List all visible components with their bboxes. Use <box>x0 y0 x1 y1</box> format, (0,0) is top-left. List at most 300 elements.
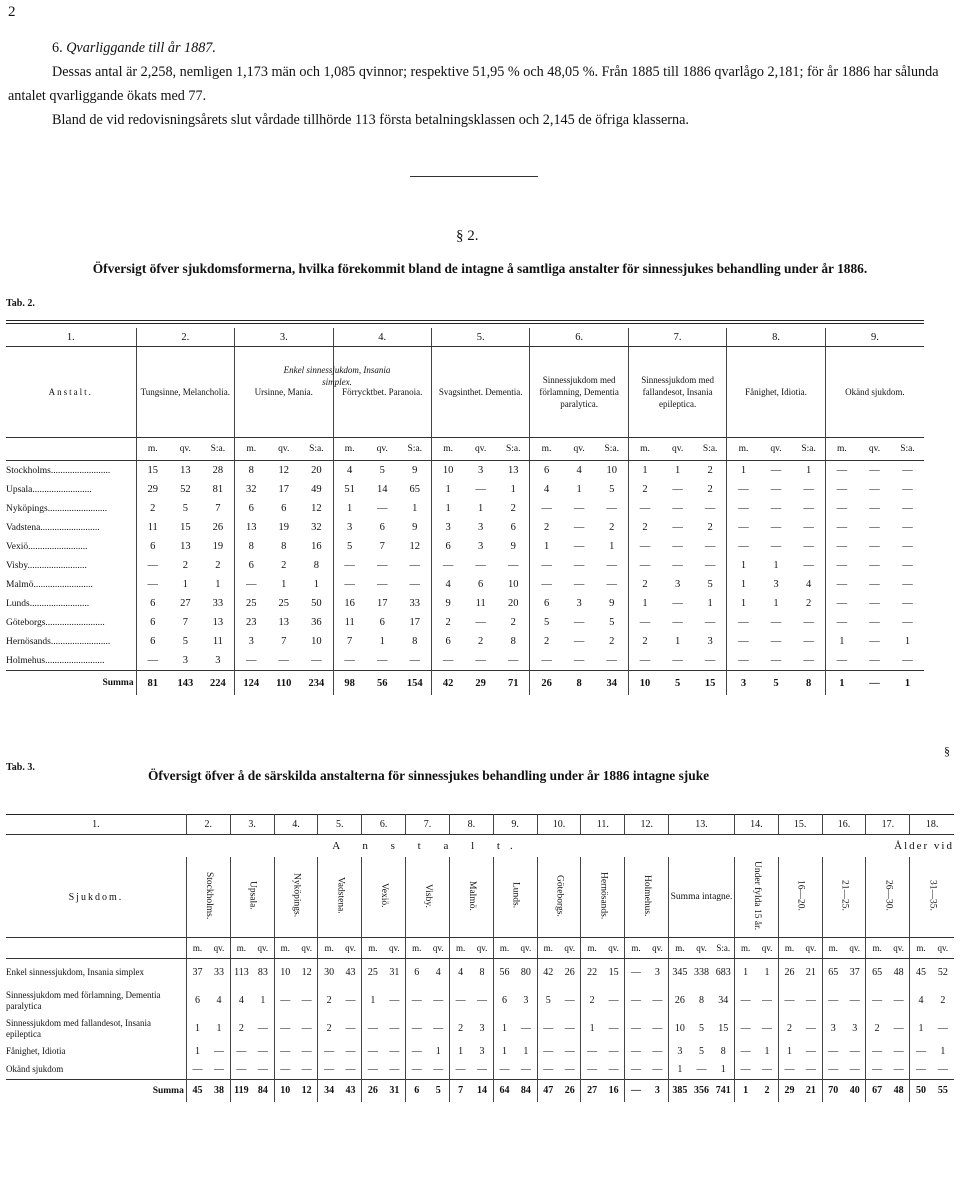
cell-value: — <box>727 632 760 651</box>
cell-value: 3 <box>215 655 221 666</box>
cell-value: 2 <box>707 522 713 533</box>
cell-value: 6 <box>136 537 169 556</box>
cell-value: — <box>696 1064 707 1075</box>
institution-header-label: Lunds. <box>510 882 521 909</box>
age-header-label: 16—20. <box>795 880 806 911</box>
cell-value: — <box>803 503 814 514</box>
cell-value: 1 <box>805 465 812 476</box>
cell-value: — <box>573 617 585 628</box>
age-header-label: 26—30. <box>883 880 894 911</box>
cell-value: — <box>475 655 486 666</box>
sub-header: m. <box>734 938 756 959</box>
cell-value: — <box>869 541 880 552</box>
sum-value: 48 <box>888 1079 910 1102</box>
cell-value: — <box>257 1064 268 1075</box>
cell-value: — <box>345 1046 356 1057</box>
tab3-title: Öfversigt öfver å de särskilda anstalterna för sinnessjukes behandling under år 1886 intagne sjuke <box>148 768 710 783</box>
sub-header: m. <box>581 938 603 959</box>
sum-value: 55 <box>932 1079 954 1102</box>
cell-value: — <box>608 995 619 1006</box>
cell-value: — <box>762 995 773 1006</box>
cell-value: 26 <box>778 959 800 987</box>
cell-value: 4 <box>230 987 252 1015</box>
cell-value: 8 <box>720 1046 726 1057</box>
cell-value: — <box>866 987 888 1015</box>
group-header-label: Sinnessjukdom med fallandesot, Insania epileptica. <box>641 375 714 409</box>
cell-value: 1 <box>216 1023 222 1034</box>
cell-value: 1 <box>720 1064 726 1075</box>
cell-value: 2 <box>805 598 812 609</box>
cell-value: 6 <box>478 579 484 590</box>
sum-value: 10 <box>274 1079 296 1102</box>
cell-value: — <box>235 575 268 594</box>
cell-value: — <box>825 518 858 537</box>
cell-value: — <box>433 1023 444 1034</box>
cell-value: — <box>652 1064 663 1075</box>
group-header-label: Ursinne, Mania. <box>254 387 313 397</box>
cell-value: — <box>230 1061 252 1080</box>
sub-header: qv. <box>888 938 910 959</box>
cell-value: 3 <box>773 579 779 590</box>
cell-value: 11 <box>212 636 223 647</box>
cell-value: 8 <box>479 967 485 979</box>
institution-name: Holmehus......................... <box>6 655 105 666</box>
cell-value: 12 <box>301 967 312 979</box>
sum-value: 124 <box>235 671 268 696</box>
cell-value: 5 <box>707 579 713 590</box>
cell-value: — <box>672 522 683 533</box>
institution-name: Stockholms......................... <box>6 465 111 476</box>
cell-value: — <box>376 560 388 571</box>
cell-value: 6 <box>431 632 464 651</box>
group-header-label: Fånighet, Idiotia. <box>745 387 807 397</box>
cell-value: — <box>625 1043 647 1061</box>
cell-value: 1 <box>412 503 418 514</box>
sub-header: qv. <box>471 938 493 959</box>
cell-value: — <box>564 1046 575 1057</box>
cell-value: — <box>822 1043 844 1061</box>
cell-value: — <box>778 1061 800 1080</box>
sub-header: m. <box>318 938 340 959</box>
cell-value: — <box>902 560 913 571</box>
cell-value: 2 <box>866 1015 888 1043</box>
cell-value: 15 <box>718 1023 729 1034</box>
cell-value: 6 <box>493 987 515 1015</box>
cell-value: 6 <box>186 987 208 1015</box>
cell-value: 31 <box>389 967 400 979</box>
cell-value: 5 <box>379 465 385 476</box>
cell-value: 4 <box>530 480 563 499</box>
sub-header: qv. <box>858 438 891 461</box>
alder-header: Ålder vid <box>894 840 954 852</box>
cell-value: — <box>727 499 760 518</box>
cell-value: — <box>230 1043 252 1061</box>
column-number: 4. <box>274 815 318 835</box>
cell-value: 19 <box>212 541 224 552</box>
sub-header: m. <box>910 938 932 959</box>
cell-value: — <box>625 1061 647 1080</box>
cell-value: 1 <box>435 1046 441 1057</box>
group-header <box>235 347 333 438</box>
sub-header: S:a. <box>399 438 432 461</box>
cell-value: 15 <box>136 461 169 481</box>
cell-value: 2 <box>628 632 661 651</box>
sum-value: 1 <box>734 1079 756 1102</box>
column-number: 10. <box>537 815 581 835</box>
institution-label: Vexiö <box>6 541 29 552</box>
column-number: 6. <box>530 328 628 347</box>
cell-value: 2 <box>510 503 516 514</box>
cell-value: — <box>734 987 756 1015</box>
cell-value: — <box>652 995 663 1006</box>
cell-value: — <box>537 1061 559 1080</box>
cell-value: 1 <box>281 579 287 590</box>
cell-value: — <box>573 541 585 552</box>
cell-value: 33 <box>409 598 421 609</box>
cell-value: 3 <box>523 995 529 1006</box>
cell-value: 9 <box>412 522 418 533</box>
sum-value: 29 <box>778 1079 800 1102</box>
sub-header: qv. <box>559 938 581 959</box>
cell-value: 6 <box>235 499 268 518</box>
cell-value: — <box>704 617 716 628</box>
institution-header-label: Hernösands. <box>598 871 609 920</box>
cell-value: 2 <box>778 1015 800 1043</box>
sum-value: 154 <box>399 671 432 696</box>
sub-header: S:a. <box>712 938 734 959</box>
sub-header: qv. <box>844 938 866 959</box>
cell-value: 1 <box>773 560 779 571</box>
section-2-symbol: § 2. <box>456 228 479 244</box>
column-number: 8. <box>449 815 493 835</box>
cell-value: — <box>822 987 844 1015</box>
cell-value: 5 <box>182 503 188 514</box>
cell-value: 1 <box>734 959 756 987</box>
cell-value: — <box>333 651 366 671</box>
cell-value: — <box>825 575 858 594</box>
tab2-title: Öfversigt öfver sjukdomsformerna, hvilka förekommit bland de intagne å samtliga anstalter för sinnessjukes behandling under år 1886. <box>92 261 868 276</box>
institution-name: Malmö......................... <box>6 579 93 590</box>
cell-value: — <box>431 556 464 575</box>
cell-value: 1 <box>333 499 366 518</box>
disease-name: Okänd sjukdom <box>6 1064 64 1074</box>
sum-value: 50 <box>910 1079 932 1102</box>
cell-value: — <box>902 598 913 609</box>
cell-value: 6 <box>379 522 385 533</box>
tab3-table <box>6 814 954 1102</box>
cell-value: — <box>770 503 782 514</box>
institution-label: Hernösands <box>6 636 51 647</box>
cell-value: — <box>318 1061 340 1080</box>
cell-value: — <box>520 1064 531 1075</box>
institution-header-label: Vexiö. <box>379 883 390 908</box>
cell-value: — <box>581 1043 603 1061</box>
cell-value: — <box>406 1061 428 1080</box>
cell-value: 5 <box>699 1023 705 1034</box>
cell-value: 23 <box>235 613 268 632</box>
tab3-subheader-row <box>6 938 954 959</box>
sum-value: 71 <box>497 671 530 696</box>
cell-value: — <box>866 1043 888 1061</box>
institution-header-label: Nyköpings. <box>291 873 302 918</box>
sum-value: 40 <box>844 1079 866 1102</box>
cell-value: — <box>803 560 814 571</box>
sum-value: 6 <box>406 1079 428 1102</box>
section-6-heading: Qvarliggande till år 1887. <box>66 40 216 56</box>
sum-value: 26 <box>559 1079 581 1102</box>
cell-value: — <box>136 651 169 671</box>
cell-value: — <box>803 484 814 495</box>
cell-value: — <box>652 1023 663 1034</box>
cell-value: — <box>866 1061 888 1080</box>
cell-value: 13 <box>278 617 290 628</box>
cell-value: 2 <box>230 1015 252 1043</box>
cell-value: 26 <box>669 987 691 1015</box>
sub-header: m. <box>333 438 366 461</box>
cell-value: — <box>910 1061 932 1080</box>
cell-value: 27 <box>180 598 191 609</box>
cell-value: 683 <box>715 967 731 979</box>
institution-label: Vadstena <box>6 522 41 533</box>
cell-value: 4 <box>435 967 441 979</box>
cell-value: — <box>902 617 913 628</box>
cell-value: 338 <box>694 967 710 979</box>
cell-value: 1 <box>825 632 858 651</box>
table-row <box>6 613 924 632</box>
cell-value: 13 <box>180 541 191 552</box>
cell-value: — <box>869 522 880 533</box>
sub-header: S:a. <box>596 438 629 461</box>
institution-label: Malmö <box>6 579 34 590</box>
sub-header: qv. <box>932 938 954 959</box>
cell-value: 1 <box>764 967 770 979</box>
sub-header: qv. <box>340 938 362 959</box>
cell-value: — <box>186 1061 208 1080</box>
cell-value: 7 <box>215 503 221 514</box>
cell-value: — <box>902 503 913 514</box>
cell-value: — <box>704 655 716 666</box>
cell-value: 21 <box>805 967 816 979</box>
cell-value: 1 <box>727 594 760 613</box>
institution-header <box>318 857 362 938</box>
cell-value: 9 <box>412 465 418 476</box>
cell-value: — <box>274 987 296 1015</box>
cell-value: — <box>625 959 647 987</box>
cell-value: 17 <box>278 484 290 495</box>
cell-value: — <box>849 995 860 1006</box>
table-row <box>6 594 924 613</box>
cell-value: 2 <box>136 499 169 518</box>
cell-value: — <box>869 617 880 628</box>
sum-value: 8 <box>563 671 596 696</box>
group-header-label: Okänd sjukdom. <box>845 387 905 397</box>
sum-value: 7 <box>449 1079 471 1102</box>
institution-name: Nyköpings......................... <box>6 503 108 514</box>
cell-value: 17 <box>409 617 421 628</box>
cell-value: — <box>770 522 782 533</box>
cell-value: — <box>311 655 322 666</box>
group-header <box>431 347 529 438</box>
cell-value: — <box>573 655 585 666</box>
cell-value: 52 <box>180 484 191 495</box>
sub-header: qv. <box>366 438 399 461</box>
cell-value: 12 <box>409 541 421 552</box>
cell-value: — <box>537 1015 559 1043</box>
cell-value: — <box>573 503 585 514</box>
cell-value: — <box>608 1046 619 1057</box>
cell-value: — <box>727 537 760 556</box>
institution-header <box>274 857 318 938</box>
section-6-paragraph-2: Bland de vid redovisningsårets slut vårdade tillhörde 113 första betalningsklassen och 2,145 de öfriga klasserna. <box>52 112 689 128</box>
age-header <box>734 857 778 938</box>
sub-header: S:a. <box>792 438 825 461</box>
cell-value: — <box>274 1043 296 1061</box>
cell-value: — <box>475 484 486 495</box>
cell-value: — <box>608 1023 619 1034</box>
cell-value: — <box>362 1015 384 1043</box>
sub-header: qv. <box>464 438 497 461</box>
cell-value: — <box>333 556 366 575</box>
cell-value: — <box>520 1023 531 1034</box>
cell-value: — <box>805 1023 816 1034</box>
cell-value: — <box>704 560 716 571</box>
sum-value: 26 <box>530 671 563 696</box>
page-number: 2 <box>8 4 16 20</box>
sjukdom-header: Sjukdom. <box>68 891 124 903</box>
age-header-label: 21—25. <box>839 880 850 911</box>
sub-header: qv. <box>515 938 537 959</box>
column-number: 9. <box>825 328 924 347</box>
cell-value: 3 <box>478 522 484 533</box>
cell-value: 36 <box>311 617 322 628</box>
age-header <box>822 857 866 938</box>
cell-value: — <box>822 1061 844 1080</box>
section-6-text <box>8 36 948 132</box>
sum-label: Summa <box>6 1079 186 1102</box>
cell-value: 7 <box>379 541 385 552</box>
sub-header: m. <box>866 938 888 959</box>
age-header-label: 31—35. <box>927 880 938 911</box>
section-6-paragraph-1: Dessas antal är 2,258, nemligen 1,173 män och 1,085 qvinnor; respektive 51,95 % och 48,05 %. Från 1885 till 1886 qvarlågo 2,181; för år 1886 har sålunda antalet qvarliggande ökats med 77. <box>8 64 939 104</box>
cell-value: 2 <box>628 575 661 594</box>
cell-value: — <box>902 579 913 590</box>
cell-value: — <box>762 1023 773 1034</box>
anstalt-header: A n s t a l t. <box>332 840 523 852</box>
cell-value: 8 <box>235 461 268 481</box>
institution-header-label: Visby. <box>422 883 433 908</box>
group-header <box>530 347 628 438</box>
cell-value: — <box>628 556 661 575</box>
cell-value: — <box>902 522 913 533</box>
cell-value: 3 <box>674 579 681 590</box>
tab2-column-numbers <box>6 328 924 347</box>
cell-value: 6 <box>136 594 169 613</box>
cell-value: — <box>507 655 519 666</box>
cell-value: 20 <box>507 598 519 609</box>
cell-value: — <box>770 465 782 476</box>
column-number: 1. <box>6 328 136 347</box>
group-header <box>136 347 234 438</box>
disease-name: Sinnessjukdom med förlamning, Dementia paralytica <box>6 989 161 1011</box>
age-header <box>866 857 910 938</box>
cell-value: — <box>431 651 464 671</box>
cell-value: 2 <box>182 560 188 571</box>
cell-value: — <box>537 1043 559 1061</box>
cell-value: — <box>825 613 858 632</box>
sub-header: qv. <box>760 438 793 461</box>
cell-value: — <box>727 480 760 499</box>
cell-value: — <box>825 480 858 499</box>
cell-value: 1 <box>581 1015 603 1043</box>
sum-value: 234 <box>300 671 333 696</box>
tab2-sum-row <box>6 671 924 696</box>
cell-value: 1 <box>910 1015 932 1043</box>
sub-header: m. <box>822 938 844 959</box>
cell-value: — <box>893 1023 904 1034</box>
sum-value: 5 <box>760 671 793 696</box>
sum-value: — <box>858 671 891 696</box>
sum-value: 84 <box>515 1079 537 1102</box>
cell-value: — <box>333 575 366 594</box>
cell-value: 33 <box>213 967 224 979</box>
table-row <box>6 537 924 556</box>
cell-value: — <box>937 1064 948 1075</box>
cell-value: 1 <box>431 499 464 518</box>
sum-value: 26 <box>362 1079 384 1102</box>
cell-value: — <box>778 987 800 1015</box>
cell-value: — <box>345 995 356 1006</box>
cell-value: — <box>573 560 585 571</box>
cell-value: — <box>770 541 782 552</box>
cell-value: — <box>477 995 488 1006</box>
cell-value: — <box>672 484 683 495</box>
cell-value: — <box>564 1023 575 1034</box>
sum-value: 31 <box>384 1079 406 1102</box>
cell-value: — <box>389 1064 400 1075</box>
table-row <box>6 959 954 987</box>
cell-value: 22 <box>581 959 603 987</box>
cell-value: 5 <box>333 537 366 556</box>
cell-value: 2 <box>581 987 603 1015</box>
cell-value: 12 <box>311 503 322 514</box>
cell-value: 2 <box>431 613 464 632</box>
cell-value: 1 <box>260 995 266 1006</box>
cell-value: — <box>449 987 471 1015</box>
cell-value: 2 <box>318 987 340 1015</box>
cell-value: — <box>849 1046 860 1057</box>
cell-value: 1 <box>186 1043 208 1061</box>
cell-value: 1 <box>609 541 615 552</box>
cell-value: 1 <box>940 1046 946 1057</box>
sub-header: qv. <box>267 438 300 461</box>
sum-value: 84 <box>252 1079 274 1102</box>
cell-value: 2 <box>318 1015 340 1043</box>
institution-header <box>493 857 537 938</box>
cell-value: — <box>805 1064 816 1075</box>
age-header <box>778 857 822 938</box>
cell-value: — <box>573 579 585 590</box>
cell-value: 1 <box>530 537 563 556</box>
cell-value: 3 <box>431 518 464 537</box>
cell-value: 13 <box>235 518 268 537</box>
cell-value: — <box>672 541 683 552</box>
cell-value: — <box>625 987 647 1015</box>
cell-value: — <box>902 484 913 495</box>
empty-cell <box>6 438 136 461</box>
cell-value: 30 <box>318 959 340 987</box>
cell-value: — <box>734 1043 756 1061</box>
cell-value: — <box>825 651 858 671</box>
